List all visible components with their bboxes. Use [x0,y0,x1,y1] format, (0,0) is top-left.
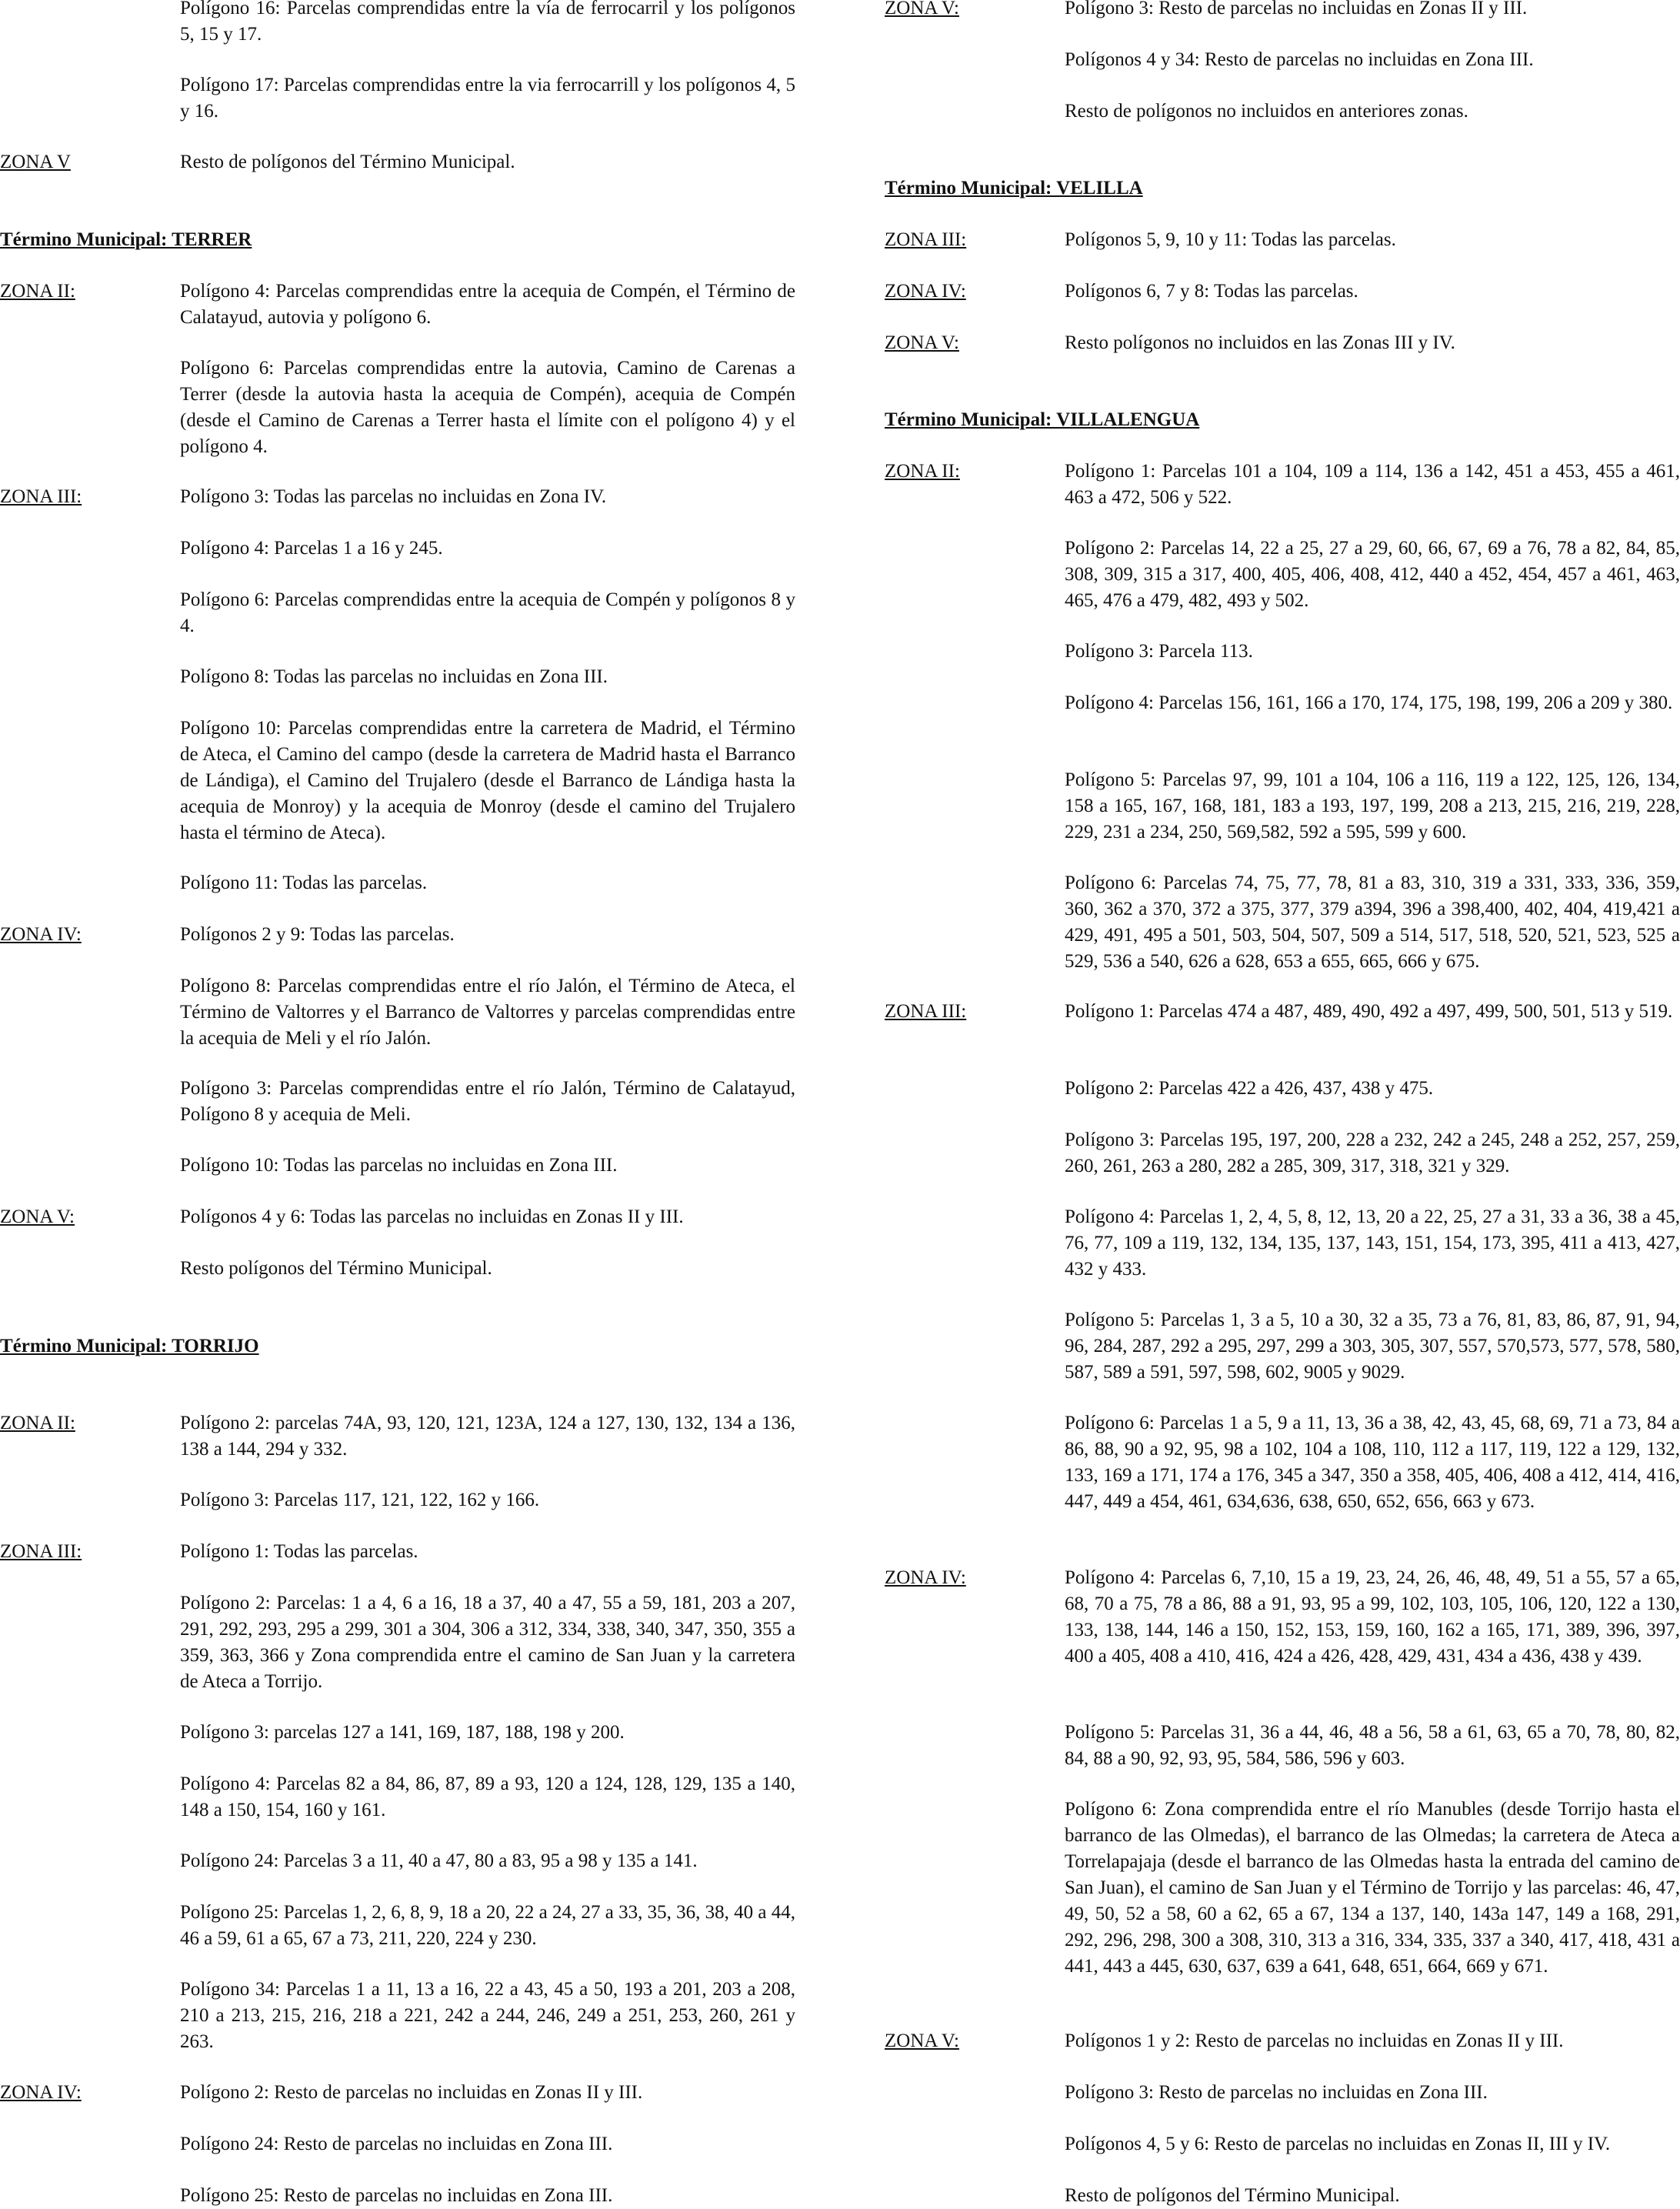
zone-text: Polígono 6: Parcelas 1 a 5, 9 a 11, 13, 36 a 38, 42, 43, 45, 68, 69, 71 a 73, 84 a 86, 88, 90 a 92, 95, 98 a 102, 104 a 108, 110, 112 a 117, 119, 122 a 129, 132, 133, 169 a 171, 174 a 176, 345 a 347, 350 a 358, 405, 406, 408 a 412, 414, 416, 447, 449 a 454, 461, 634,636, 638, 650, 652, 656, 663 y 673. [1065,1413,1680,1512]
zone-text: Polígono 5: Parcelas 97, 99, 101 a 104, 106 a 116, 119 a 122, 125, 126, 134, 158 a 165, 167, 168, 181, 183 a 193, 197, 199, 208 a 213, 215, 216, 219, 228, 229, 231 a 234, 250, 569,582, 592 a 595, 599 y 600. [1065,769,1680,843]
zone-text: Polígono 3: Resto de parcelas no incluidas en Zona III. [1065,2082,1488,2103]
zone-text: Polígono 10: Parcelas comprendidas entre la carretera de Madrid, el Término de Ateca, el Camino del campo (desde la carretera de Madrid hasta el Barranco de Lándiga), el Camino del Trujalero (desde el Barranco de Lándiga hasta la acequia de Monroy) y la acequia de Monroy (desde el camino del Trujalero hasta el término de Ateca). [180,718,795,843]
zone-text: Polígono 3: Parcela 113. [1065,641,1253,662]
zone-text: Polígono 3: Parcelas comprendidas entre el río Jalón, Término de Calatayud, Polígono 8 y acequia de Meli. [180,1078,795,1125]
zone-text: Resto polígonos no incluidos en las Zonas III y IV. [1065,332,1455,353]
section-heading-velilla: Término Municipal: VELILLA [885,178,1143,199]
zone-label: ZONA III: [0,1541,82,1562]
zone-label: ZONA V: [885,0,959,18]
zone-label: ZONA II: [885,461,960,482]
zone-text: Polígono 1: Todas las parcelas. [180,1541,418,1562]
zone-label: ZONA II: [0,1413,75,1433]
zone-text: Polígono 6: Parcelas comprendidas entre la acequia de Compén y polígonos 8 y 4. [180,589,795,636]
zone-text: Polígonos 6, 7 y 8: Todas las parcelas. [1065,281,1358,302]
zone-text: Polígono 6: Zona comprendida entre el río Manubles (desde Torrijo hasta el barranco de las Olmedas), el barranco de las Olmedas; la carretera de Ateca a Torrelapajaja (desde el barranco de las Olmedas hasta la entrada del camino de San Juan), el camino de San Juan y el Término de Torrijo y las parcelas: 46, 47, 49, 50, 52 a 58, 60 a 62, 65 a 67, 134 a 137, 140, 143a 147, 149 a 168, 291, 292, 296, 298, 300 a 308, 310, 313 a 316, 334, 335, 337 a 340, 417, 418, 431 a 441, 443 a 445, 630, 637, 639 a 641, 648, 651, 664, 669 y 671. [1065,1799,1680,1977]
zone-label: ZONA III: [885,229,967,250]
zone-text: Polígono 4: Parcelas 156, 161, 166 a 170, 174, 175, 198, 199, 206 a 209 y 380. [1065,692,1673,713]
zone-text: Polígono 1: Parcelas 101 a 104, 109 a 114, 136 a 142, 451 a 453, 455 a 461, 463 a 472, 506 y 522. [1065,461,1680,508]
zone-text: Polígono 3: Todas las parcelas no incluidas en Zona IV. [180,486,607,507]
zone-text: Polígono 3: Parcelas 117, 121, 122, 162 y 166. [180,1490,540,1510]
zone-text: Polígono 2: parcelas 74A, 93, 120, 121, 123A, 124 a 127, 130, 132, 134 a 136, 138 a 144, 294 y 332. [180,1413,795,1460]
zone-text: Polígono 24: Resto de parcelas no incluidas en Zona III. [180,2134,613,2154]
zone-label: ZONA V: [885,2030,959,2051]
zone-label: ZONA III: [885,1001,967,1022]
zone-text: Polígono 4: Parcelas comprendidas entre la acequia de Compén, el Término de Calatayud, autovia y polígono 6. [180,281,795,328]
zone-text: Polígonos 4 y 6: Todas las parcelas no incluidas en Zonas II y III. [180,1206,684,1227]
zone-label: ZONA V [0,152,71,172]
zone-text: Resto de polígonos del Término Municipal. [1065,2185,1400,2206]
zone-text: Polígono 2: Parcelas 422 a 426, 437, 438 y 475. [1065,1078,1434,1099]
zone-label: ZONA V: [0,1206,75,1227]
zone-text: Polígono 5: Parcelas 31, 36 a 44, 46, 48 a 56, 58 a 61, 63, 65 a 70, 78, 80, 82, 84, 88 a 90, 92, 93, 95, 584, 586, 596 y 603. [1065,1722,1680,1769]
zone-text: Polígono 25: Parcelas 1, 2, 6, 8, 9, 18 a 20, 22 a 24, 27 a 33, 35, 36, 38, 40 a 44, 46 a 59, 61 a 65, 67 a 73, 211, 220, 224 y 230. [180,1902,795,1949]
zone-text: Polígono 4: Parcelas 6, 7,10, 15 a 19, 23, 24, 26, 46, 48, 49, 51 a 55, 57 a 65, 68, 70 a 75, 78 a 86, 88 a 91, 93, 95 a 99, 102, 103, 105, 106, 120, 122 a 130, 133, 138, 144, 146 a 150, 152, 153, 159, 160, 162 a 165, 171, 389, 396, 397, 400 a 405, 408 a 410, 416, 424 a 426, 428, 429, 431, 434 a 436, 438 y 439. [1065,1567,1680,1667]
zone-text: Polígono 4: Parcelas 82 a 84, 86, 87, 89 a 93, 120 a 124, 128, 129, 135 a 140, 148 a 150, 154, 160 y 161. [180,1774,795,1820]
zone-text: Polígonos 4 y 34: Resto de parcelas no incluidas en Zona III. [1065,49,1534,70]
zone-label: ZONA IV: [0,2082,82,2103]
zone-text: Polígono 24: Parcelas 3 a 11, 40 a 47, 80 a 83, 95 a 98 y 135 a 141. [180,1850,698,1871]
zone-text: Resto de polígonos del Término Municipal. [180,152,515,172]
zone-label: ZONA III: [0,486,82,507]
zone-text: Resto polígonos del Término Municipal. [180,1258,492,1279]
zone-text: Polígono 3: Resto de parcelas no incluidas en Zonas II y III. [1065,0,1528,18]
zone-text: Resto de polígonos no incluidos en anteriores zonas. [1065,101,1468,122]
zone-text: Polígono 3: Parcelas 195, 197, 200, 228 a 232, 242 a 245, 248 a 252, 257, 259, 260, 261, 263 a 280, 282 a 285, 309, 317, 318, 321 y 329. [1065,1130,1680,1176]
zone-text: Polígono 4: Parcelas 1 a 16 y 245. [180,538,443,559]
zone-text: Polígono 2: Resto de parcelas no incluidas en Zonas II y III. [180,2082,643,2103]
zone-label: ZONA IV: [885,281,966,302]
zone-label: ZONA II: [0,281,75,302]
zone-text: Polígonos 5, 9, 10 y 11: Todas las parcelas. [1065,229,1396,250]
zone-text: Polígono 2: Parcelas: 1 a 4, 6 a 16, 18 a 37, 40 a 47, 55 a 59, 181, 203 a 207, 291, 292, 293, 295 a 299, 301 a 304, 306 a 312, 334, 338, 340, 347, 350, 355 a 359, 363, 366 y Zona comprendida entre el camino de San Juan y la carretera de Ateca a Torrijo. [180,1593,795,1692]
zone-text: Polígono 1: Parcelas 474 a 487, 489, 490, 492 a 497, 499, 500, 501, 513 y 519. [1065,1001,1673,1022]
zone-text: Polígono 17: Parcelas comprendidas entre la via ferrocarrill y los polígonos 4, 5 y 16. [180,75,795,122]
zone-text: Polígono 3: parcelas 127 a 141, 169, 187, 188, 198 y 200. [180,1722,625,1743]
zone-text: Polígono 34: Parcelas 1 a 11, 13 a 16, 22 a 43, 45 a 50, 193 a 201, 203 a 208, 210 a 213, 215, 216, 218 a 221, 242 a 244, 246, 249 a 251, 253, 260, 261 y 263. [180,1979,795,2052]
zone-label: ZONA IV: [885,1567,966,1588]
zone-text: Polígono 10: Todas las parcelas no incluidas en Zona III. [180,1155,618,1176]
zone-label: ZONA IV: [0,924,82,945]
zone-text: Polígonos 4, 5 y 6: Resto de parcelas no incluidas en Zonas II, III y IV. [1065,2134,1611,2154]
zone-text: Polígono 8: Parcelas comprendidas entre el río Jalón, el Término de Ateca, el Término de Valtorres y el Barranco de Valtorres y parcelas comprendidas entre la acequia de Meli y el río Jalón. [180,976,795,1049]
section-heading-terrer: Término Municipal: TERRER [0,229,252,250]
zone-text: Polígonos 2 y 9: Todas las parcelas. [180,924,455,945]
zone-text: Polígono 4: Parcelas 1, 2, 4, 5, 8, 12, 13, 20 a 22, 25, 27 a 31, 33 a 36, 38 a 45, 76, 77, 109 a 119, 132, 134, 135, 137, 143, 151, 154, 173, 395, 411 a 413, 427, 432 y 433. [1065,1206,1680,1280]
zone-text: Polígono 11: Todas las parcelas. [180,873,428,893]
zone-text: Polígono 2: Parcelas 14, 22 a 25, 27 a 29, 60, 66, 67, 69 a 76, 78 a 82, 84, 85, 308, 309, 315 a 317, 400, 405, 406, 408, 412, 440 a 452, 454, 457 a 461, 463, 465, 476 a 479, 482, 493 y 502. [1065,538,1680,611]
zone-text: Polígono 6: Parcelas 74, 75, 77, 78, 81 a 83, 310, 319 a 331, 333, 336, 359, 360, 362 a 370, 372 a 375, 377, 379 a394, 396 a 398,400, 402, 404, 419,421 a 429, 491, 495 a 501, 503, 504, 507, 509 a 514, 517, 518, 520, 521, 523, 525 a 529, 536 a 540, 626 a 628, 653 a 655, 665, 666 y 675. [1065,873,1680,972]
zone-text: Polígono 5: Parcelas 1, 3 a 5, 10 a 30, 32 a 35, 73 a 76, 81, 83, 86, 87, 91, 94, 96, 284, 287, 292 a 295, 297, 299 a 303, 305, 307, 557, 570,573, 577, 578, 580, 587, 589 a 591, 597, 598, 602, 9005 y 9029. [1065,1310,1680,1383]
zone-text: Polígono 25: Resto de parcelas no incluidas en Zona III. [180,2185,613,2206]
section-heading-villalengua: Término Municipal: VILLALENGUA [885,409,1200,430]
zone-text: Polígonos 1 y 2: Resto de parcelas no incluidas en Zonas II y III. [1065,2030,1564,2051]
zone-text: Polígono 8: Todas las parcelas no incluidas en Zona III. [180,666,608,687]
zone-label: ZONA V: [885,332,959,353]
section-heading-torrijo: Término Municipal: TORRIJO [0,1336,259,1356]
zone-text: Polígono 16: Parcelas comprendidas entre la vía de ferrocarril y los polígonos 5, 15 y 17. [180,0,795,45]
zone-text: Polígono 6: Parcelas comprendidas entre la autovia, Camino de Carenas a Terrer (desde la autovia hasta la acequia de Compén), acequia de Compén (desde el Camino de Carenas a Terrer hasta el límite con el polígono 4) y el polígono 4. [180,358,795,457]
